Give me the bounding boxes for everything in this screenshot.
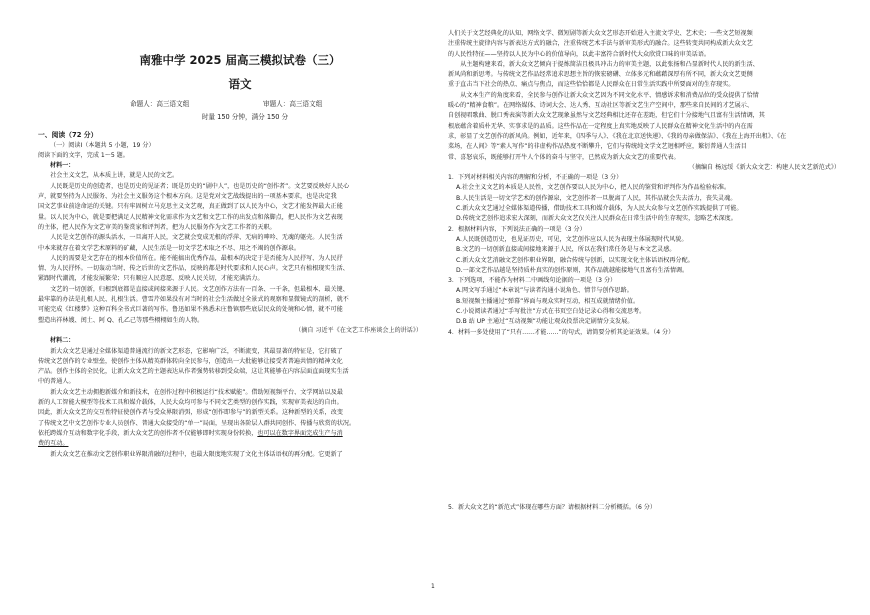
m1-line: 人民既是历史的创造者，也是历史的见证者；既是历史的“剧中人”，也是历史的“创作者”。文艺要反映好人民心 <box>50 182 350 190</box>
r-line: 的人民性特征——坚持以人民为中心的价值导向，以此丰富符合新时代大众欣赏口味的审美话语。 <box>448 50 711 58</box>
m2-source: （摘编自 杨远绥《新大众文艺：构建人民文艺新范式》） <box>688 163 840 171</box>
section-heading: 一、阅读（72 分） <box>38 131 98 140</box>
m2-line: 新大众文艺在推动文艺创作职业界限消融的过程中，也最大限度地实现了文化主体话语权的再分配。它更新了 <box>50 450 343 458</box>
m2-line: 新的人工智能大模型等技术工具和媒介载体，人民大众均可参与不同文艺类型的创作实践，实现审美表达的自由。 <box>38 399 343 407</box>
q1-option-a: A.社会主义文艺的本质是人民性，文艺创作要以人民为中心，把人民的鉴赏和评判作为作品检验标准。 <box>456 184 731 192</box>
m1-source: （摘自 习近平《在文艺工作座谈会上的讲话》） <box>295 326 422 334</box>
r-line: 从主题构建来看，新大众文艺倾向于提炼简洁且极具冲击力的审美主题，以此张扬和凸显新时代人民的新生活、 <box>460 60 759 68</box>
question-3: 3．下列选项，不能作为材料二中画线句论据的一项是（3 分） <box>448 277 617 285</box>
m1-line: 情、为人民抒怀。一切轰动当时、传之后世的文艺作品，反映的都是时代要求和人民心声。文艺只有植根现实生活、 <box>38 265 349 273</box>
question-5: 5．新大众文艺的“新范式”体现在哪些方面？请根据材料二分析概括。（6 分） <box>448 503 656 511</box>
page-number: 1 <box>431 583 435 590</box>
m2-line: 中的普通人。 <box>38 378 75 386</box>
right-column <box>448 29 840 513</box>
r-line: 重于直击当下社会的热点、痛点与焦点，而这些恰恰都是人民群众在日常生活实践中所要面对的生存现实。 <box>448 81 735 89</box>
q2-option-b: B.文艺的一切创新直接或间接地来源于人民，所以在我们常任务是与本文艺灵感。 <box>456 246 676 254</box>
m1-line: 最牢靠的办法是扎根人民、扎根生活。曹雪芹如果没有对当时的社会生活做过全景式的观察和显微镜式的剖析，就不 <box>38 296 349 304</box>
underlined-sentence: 也可以在数字界面完成生产与消 <box>257 429 343 437</box>
q3-option-b: B.短视频主播通过“弹幕”界面与观众实时互动，相互成就情绪价值。 <box>456 297 640 305</box>
m2-line-text: 依托跨媒介互动和数字化手段，新大众文艺的创作者不仅能够即时实现身份转换， <box>38 429 258 437</box>
r-line: 从文本生产的角度来看，全民参与创作让新大众文艺因为不同文化水平、情感诉求和消费品位的受众提供了恰情 <box>460 91 759 99</box>
q3-option-a: A.网文写手通过“本章说”与读者沟通小说角色、情节与创作思路。 <box>456 287 633 295</box>
m1-line: 的主体，把人民作为文艺审美的鉴赏家和评判者，把为人民服务作为文艺工作者的天职。 <box>38 223 276 231</box>
m2-line: 了传统文艺中文艺创作专业人员创作、普通大众接受的“单一”局面，呈现出各阶层人群共同创作、传播与欣赏的状况。 <box>38 419 356 427</box>
subsection-heading: （一）阅读Ⅰ（本题共 5 小题，19 分） <box>50 141 155 149</box>
m1-line: 文艺的一切创新，归根到底都是直接或间接来源于人民。文艺创作方法有一百条、一千条，但最根本、最关键、 <box>50 285 349 293</box>
m1-line: 量。以人民为中心，就是要把满足人民精神文化需求作为文艺和文艺工作的出发点和落脚点，把人民作为文艺表现 <box>38 213 343 221</box>
r-line: 注重传统主旋律内容与新表达方式的融合，注重传统艺术手法与新审美形式的融合。这些转变共同构成新大众文艺 <box>448 40 753 48</box>
reviewer: 审题人：高三语文组 <box>263 100 323 108</box>
question-1: 1．下列对材料相关内容的理解和分析，不正确的一项是（3 分） <box>448 174 623 182</box>
m1-line: 紧跟时代潮流，才能发展繁荣；只有顺应人民意愿、反映人民关切，才能充满活力。 <box>38 275 264 283</box>
exam-title: 南雅中学 2025 届高三模拟试卷（三） <box>139 53 341 67</box>
q2-option-d: D.一部文艺作品越是坚持质朴真实的创作原则，其作品就越能接地气且富有生活情调。 <box>456 266 689 274</box>
m1-line: 社会主义文艺，从本质上讲，就是人民的文艺。 <box>50 172 179 180</box>
q2-option-a: A.人民既创造历史，也见证历史，可见，文艺创作应以人民为表现主体展现时代风貌。 <box>456 235 688 243</box>
r-line: 人们关于文艺经典化的认知，网络文学、微短剧等新大众文艺形态开始进入主流文学史、艺术史；一些文艺短视频 <box>448 30 753 37</box>
question-4: 4．材料一多处使用了“只有……才能……”的句式，请简要分析其论证效果。（4 分） <box>448 328 675 336</box>
m1-line: 声，就要坚持为人民服务、为社会主义服务这个根本方向。这是党对文艺战线提出的一项基本要求，也是决定我 <box>38 193 337 201</box>
material2-label: 材料二： <box>50 337 75 345</box>
q1-option-b: B.人民生活是一切文学艺术的创作源泉，文艺创作者一旦脱离了人民，其作品就会失去活力，丧失灵魂。 <box>456 194 737 202</box>
proposer: 命题人：高三语文组 <box>130 100 190 108</box>
exam-meta <box>38 99 422 110</box>
q1-option-d: D.传统文艺创作追求宏大深刻，而新大众文艺仅关注人民群众在日常生活中的生存现实，忽略艺术深度。 <box>456 215 737 223</box>
m1-line: 人民是文艺创作的源头活水，一旦离开人民，文艺就会变成无根的浮萍、无病的呻吟、无魂的躯壳。人民生活 <box>50 234 343 242</box>
question-2: 2．根据材料内容，下列说法正确的一项是（3 分） <box>448 225 586 233</box>
m2-line: 新大众文艺是通过全媒体渠道普通流行的新文艺形态，它影响广泛，不断流变，其最显著的特征是，它打破了 <box>50 347 343 355</box>
exam-subject: 语文 <box>228 77 252 91</box>
m2-line: 产品。创作主体的全民化，让新大众文艺的主题表达从作者强势转移到受众端，这让其能够在内容层面直面现实生活 <box>38 368 349 376</box>
q2-option-c: C.新大众文艺消融文艺创作职业界限，融合传统与创新，以实现文化主体话语权再分配。 <box>456 256 694 264</box>
m2-line: 因此，新大众文艺的交互性特征使创作者与受众界限消弭，形成“创作即参与”的新型关系。这种新型的关系，改变 <box>38 409 343 417</box>
m1-line: 人民的需要是文艺存在的根本价值所在。能不能搞出优秀作品，最根本的决定于是否能为人民抒写、为人民抒 <box>50 254 343 262</box>
m2-line <box>38 429 422 439</box>
q3-option-c: C.小说阅读者通过“手写批注”方式在书页空白处记录心得和交流思考。 <box>456 308 646 316</box>
m1-line: 国文艺事业前途命运的关键。只有牢固树立马克思主义文艺观，真正做到了以人民为中心，文艺才能发挥最大正能 <box>38 203 343 211</box>
m1-line: 中本来就存在着文学艺术原料的矿藏，人民生活是一切文学艺术取之不尽、用之不竭的创作源泉。 <box>38 244 301 252</box>
r-line: 自创视唱歌曲、脱口秀表演等新大众文艺现象虽然与文艺经典相比还存在差距，但它们十分接地气且富有生活情调，其 <box>448 112 765 120</box>
material1-label: 材料一： <box>50 162 75 170</box>
answer-space-q4 <box>448 338 840 503</box>
m1-line: 可能完成《红楼梦》这种百科全书式巨著的写作。鲁迅如果不熟悉未庄鲁镇那些底层民众的处境和心情，就不可能 <box>38 306 343 314</box>
underlined-sentence-end: 费的互动。 <box>38 440 69 448</box>
left-column <box>38 0 422 460</box>
instruction: 阅读下面的文字，完成 1～5 题。 <box>38 151 129 159</box>
m1-line: 塑造出祥林嫂、闰土、阿 Q、孔乙己等那些栩栩如生的人物。 <box>38 316 204 324</box>
r-line: 常、喜怒哀乐，既能够打开牛人个体的奋斗与坚守，已然成为新大众文艺的重要代表。 <box>448 153 680 161</box>
r-line: 暖心的“精神食粮”。在网络媒体、诗词大会、达人秀、互动社区等新文艺生产空间中，那些来自民间的才艺展示、 <box>448 102 753 110</box>
q3-option-d: D.B 站 UP 主通过“互动视频”功能让观众投票决定剧情分支发展。 <box>456 318 634 326</box>
time-score: 时量 150 分钟，满分 150 分 <box>201 113 289 121</box>
r-line: 新风尚和新思考。与传统文艺作品经常追求思想主旨的恢宏磅礴、立体多元和蕴藉深厚有所不同，新大众文艺更侧 <box>448 71 753 79</box>
q1-option-c: C.新大众文艺通过全媒体渠道传播，借助技术工具和媒介载体，为人民大众参与文艺创作实践提供了可能。 <box>456 205 743 213</box>
r-line: 菜场，在人间》等“素人写作”的非虚构作品热度不断攀升，它们与传统纯文学文艺迥相呼应，繁衍普通人生活目 <box>448 143 747 151</box>
m2-line: 传统文艺创作的专业壁垒，使创作主体从精英群体转向全民参与，创造出一大批能够让接受者普遍共情的精神文化 <box>38 357 343 365</box>
r-line: 求，彰显了文艺创作的新风尚。例如，近年来，《四季与人》、《我在北京送快递》、《我的母亲做保洁》、《我在上海开出租》、《在 <box>448 132 787 140</box>
m2-line: 新大众文艺主动拥抱新媒介和新技术，在创作过程中积极运行“技术赋能”。借助短视频平台、文学网站以及最 <box>50 388 343 396</box>
r-line: 根底蕴含着质朴无华、实事求是的品质。这些作品在一定程度上真实地反映了人民群众在精神文化生活中的内在需 <box>448 122 753 130</box>
